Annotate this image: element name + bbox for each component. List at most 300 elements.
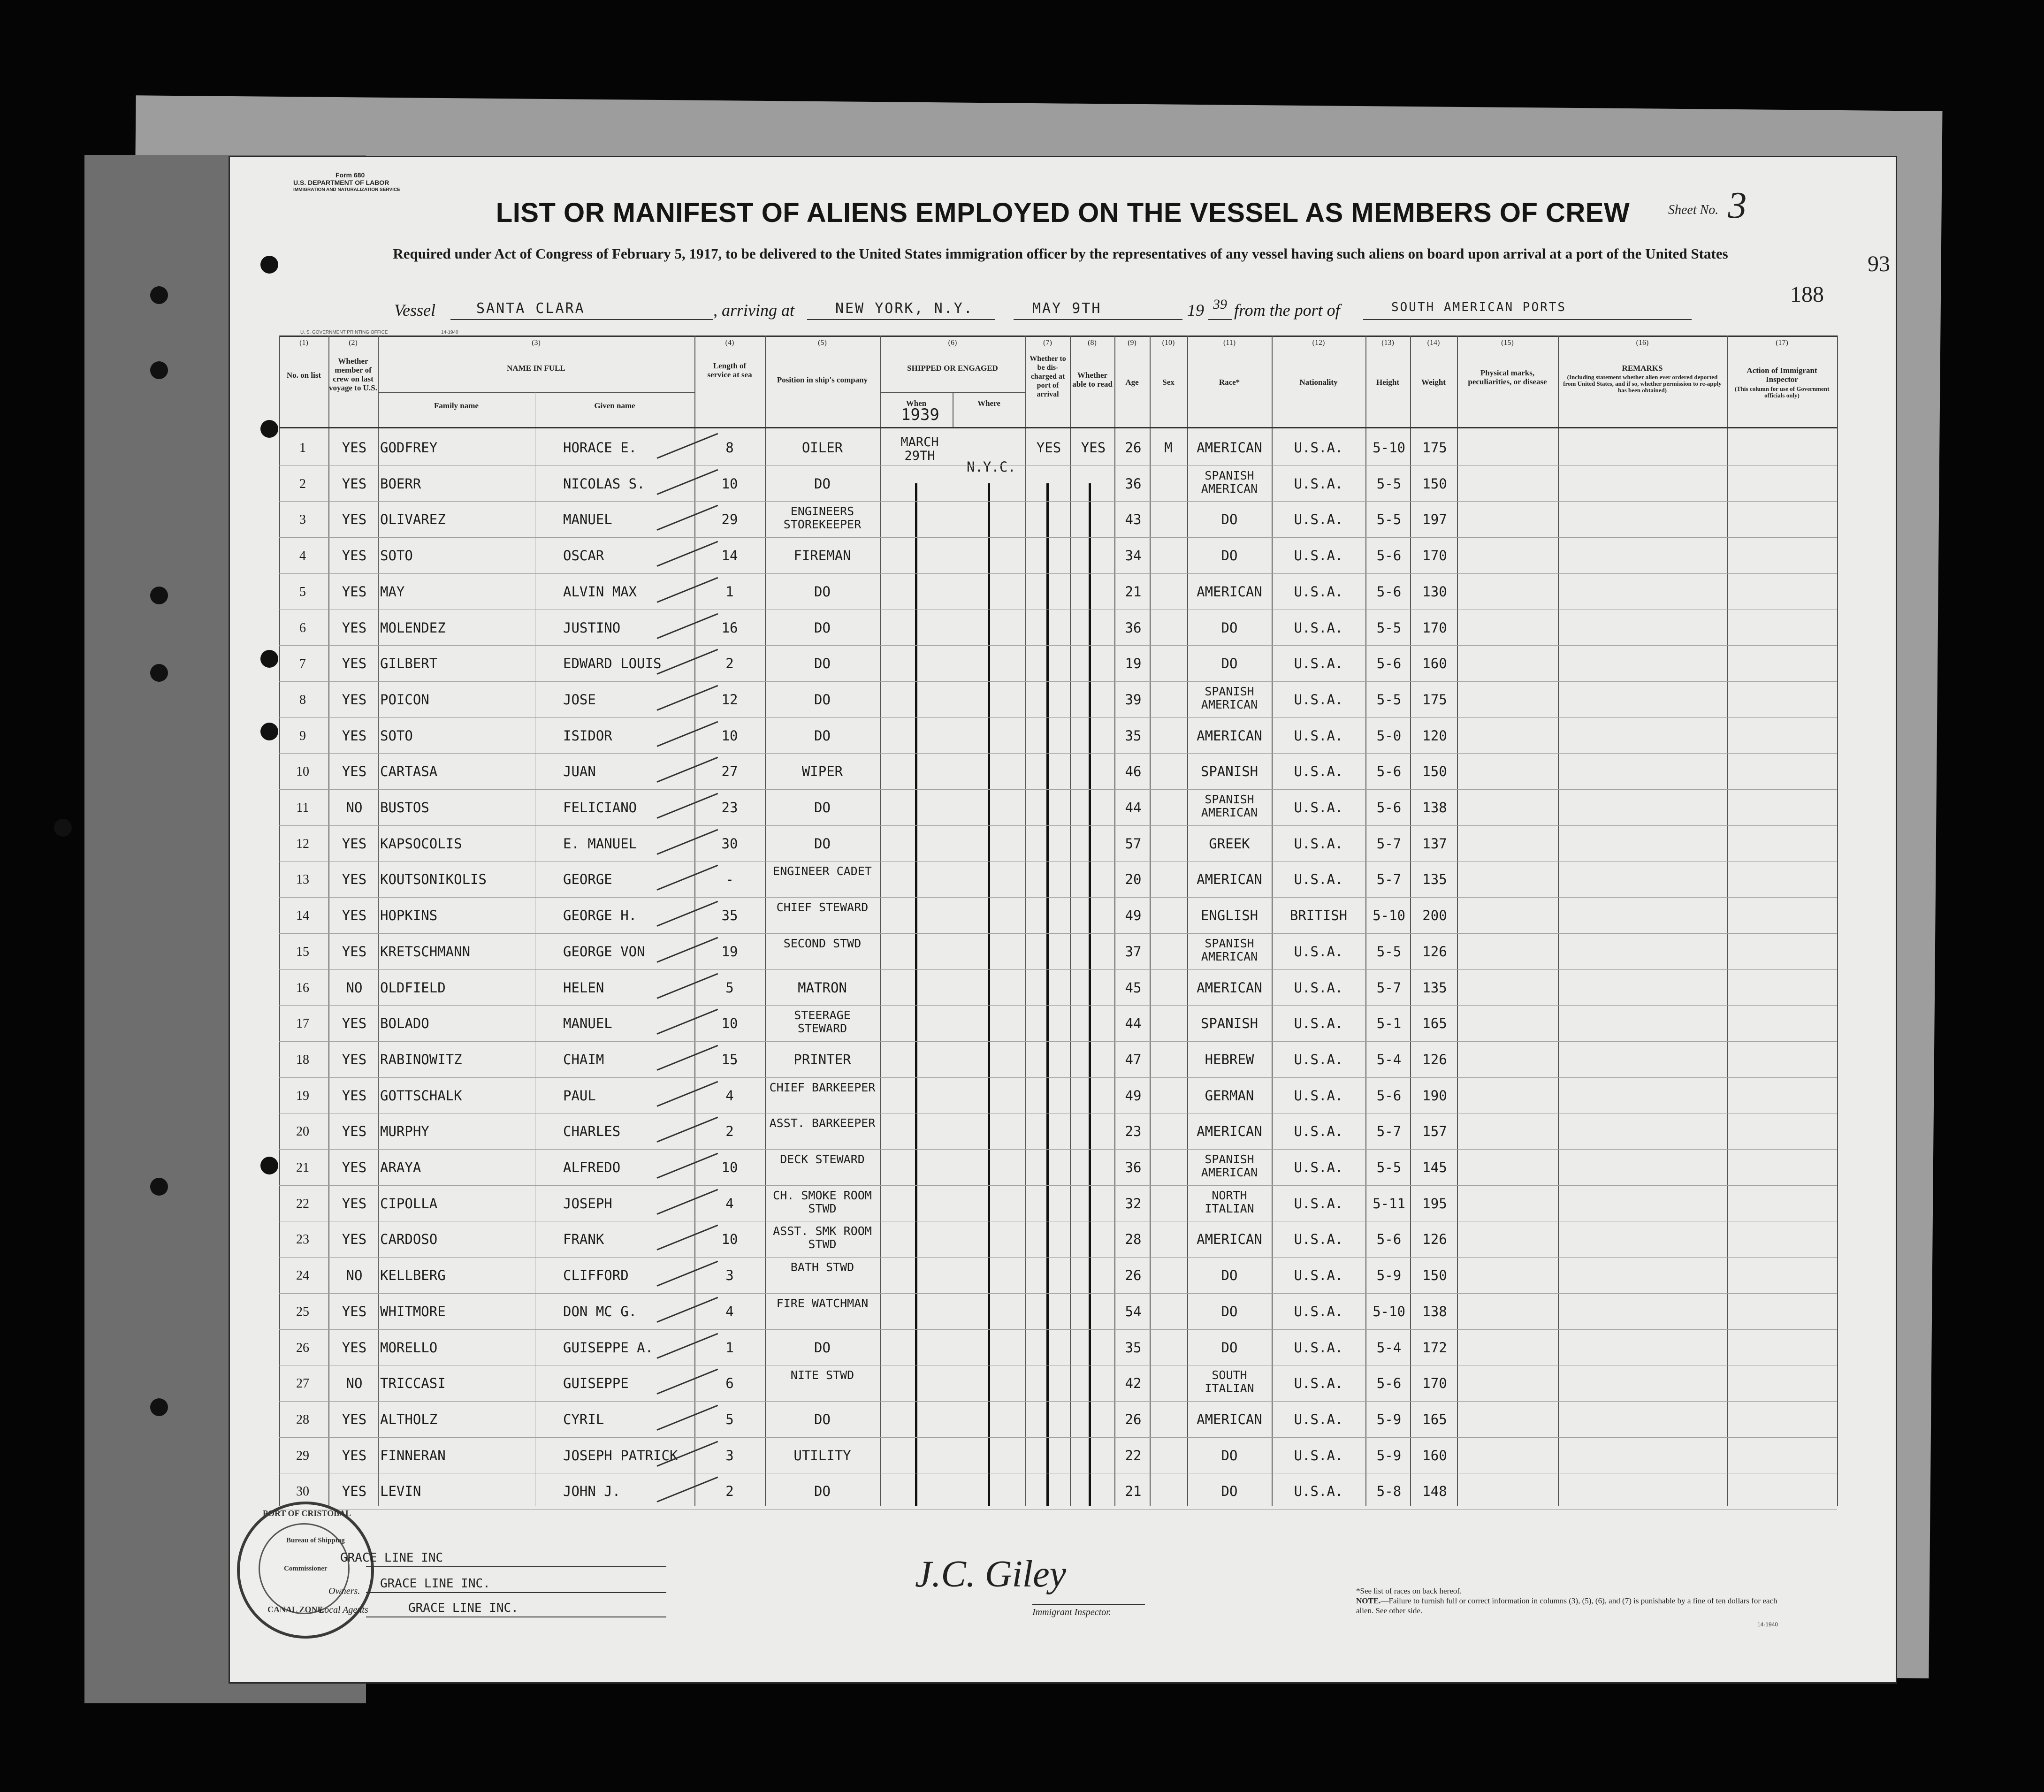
col-header-where: Where [977, 399, 1000, 408]
cell-given: OSCAR [563, 548, 604, 564]
cell-service: 3 [725, 1447, 734, 1464]
cell-no: 18 [296, 1052, 309, 1067]
cell-family: FINNERAN [380, 1447, 446, 1464]
cell-service: 10 [721, 1231, 738, 1248]
col-header-when: When [906, 399, 927, 408]
cell-weight: 190 [1422, 1087, 1447, 1104]
cell-position: ENGINEERS STOREKEEPER [783, 504, 862, 532]
cell-weight: 165 [1422, 1015, 1447, 1032]
cell-height: 5-4 [1376, 1339, 1402, 1356]
vessel-name: SANTA CLARA [476, 300, 585, 317]
agents-label: Local Agents [319, 1605, 368, 1615]
cell-last: YES [342, 1159, 367, 1175]
cell-nationality: U.S.A. [1294, 1267, 1343, 1284]
cell-no: 4 [299, 549, 306, 564]
col-header-family-name: Family name [434, 401, 479, 410]
punch-hole [150, 1178, 168, 1196]
cell-age: 21 [1125, 1483, 1142, 1500]
cell-age: 32 [1125, 1195, 1142, 1212]
table-top-border [279, 336, 1837, 337]
cell-given: CYRIL [563, 1411, 604, 1427]
cell-no: 17 [296, 1016, 309, 1031]
cell-height: 5-5 [1376, 943, 1402, 960]
cell-given: JUAN [563, 763, 596, 780]
cell-last: YES [342, 1483, 367, 1500]
col-header-given-name: Given name [594, 401, 635, 410]
cell-no: 13 [296, 872, 309, 887]
cell-height: 5-5 [1376, 511, 1402, 528]
cell-sex: M [1164, 440, 1173, 456]
cell-no: 27 [296, 1376, 309, 1391]
shipped-year: 1939 [901, 405, 939, 424]
cell-given: PAUL [563, 1087, 596, 1104]
cell-race: SPANISH AMERICAN [1201, 793, 1258, 819]
cell-last: YES [342, 835, 367, 852]
cell-last: YES [342, 1087, 367, 1104]
cell-family: LEVIN [380, 1483, 421, 1500]
cell-nationality: U.S.A. [1294, 1159, 1343, 1175]
cell-given: GUISEPPE A. [563, 1339, 654, 1356]
cell-last: YES [342, 619, 367, 636]
cell-nationality: BRITISH [1289, 907, 1348, 924]
ditto-line [988, 483, 990, 1506]
cell-service: 30 [721, 835, 738, 852]
cell-no: 6 [299, 620, 306, 635]
cell-last: YES [342, 1051, 367, 1068]
cell-service: 15 [721, 1051, 738, 1068]
cell-family: HOPKINS [380, 907, 438, 924]
seal-text: PORT OF CRISTOBAL [263, 1509, 351, 1518]
cell-race: DO [1221, 548, 1238, 564]
cell-family: MAY [380, 583, 405, 600]
page-number: 188 [1790, 282, 1824, 307]
punch-hole [260, 256, 278, 274]
ditto-line [1046, 483, 1049, 1506]
form-code: 14-1940 [1757, 1621, 1778, 1628]
cell-age: 36 [1125, 619, 1142, 636]
footer-note: *See list of races on back hereof. NOTE.—Failure to furnish full or correct information in columns (3), (5), (6), and (7) is punishable by a fine of ten dollars for each alien. See other side. [1356, 1586, 1777, 1615]
cell-position: OILER [801, 440, 843, 456]
cell-position: DO [814, 1411, 831, 1427]
cell-position: FIRE WATCHMAN [776, 1296, 869, 1310]
cell-family: KOUTSONIKOLIS [380, 871, 487, 888]
cell-no: 1 [299, 441, 306, 455]
col-5-number: (5) [818, 339, 827, 347]
cell-no: 15 [296, 944, 309, 959]
cell-position: NITE STWD [790, 1368, 854, 1382]
cell-position: DO [814, 656, 831, 672]
cell-weight: 126 [1422, 943, 1447, 960]
cell-position: CHIEF BARKEEPER [769, 1080, 876, 1094]
owners-label: Owners. [328, 1586, 360, 1596]
cell-position: DO [814, 619, 831, 636]
cell-age: 21 [1125, 583, 1142, 600]
cell-family: ARAYA [380, 1159, 421, 1175]
cell-family: BOLADO [380, 1015, 429, 1032]
cell-no: 26 [296, 1340, 309, 1355]
cell-age: 49 [1125, 1087, 1142, 1104]
cell-service: 10 [721, 727, 738, 744]
sheet-number: Sheet No. 3 [1668, 185, 1747, 226]
cell-race: AMERICAN [1197, 1411, 1262, 1427]
col-8-number: (8) [1088, 339, 1097, 347]
cell-race: SPANISH AMERICAN [1201, 1152, 1258, 1179]
punch-hole [150, 664, 168, 682]
cell-position: DO [814, 475, 831, 492]
owner-line-1: GRACE LINE INC [340, 1551, 443, 1565]
cell-no: 12 [296, 836, 309, 851]
cell-service: 10 [721, 1159, 738, 1175]
cell-family: WHITMORE [380, 1303, 446, 1319]
cell-given: DON MC G. [563, 1303, 637, 1319]
cell-race: SOUTH ITALIAN [1205, 1368, 1254, 1395]
cell-last: YES [342, 511, 367, 528]
cell-nationality: U.S.A. [1294, 835, 1343, 852]
cell-service: 14 [721, 548, 738, 564]
col-header-race: Race* [1219, 378, 1240, 387]
cell-service: 23 [721, 800, 738, 816]
cell-nationality: U.S.A. [1294, 763, 1343, 780]
cell-weight: 150 [1422, 1267, 1447, 1284]
cell-last: YES [342, 1411, 367, 1427]
cell-age: 26 [1125, 1411, 1142, 1427]
arrival-date: MAY 9TH [1032, 300, 1102, 317]
cell-race: NORTH ITALIAN [1205, 1188, 1254, 1215]
punch-hole [260, 650, 278, 668]
cell-family: SOTO [380, 548, 413, 564]
cell-given: CHAIM [563, 1051, 604, 1068]
arriving-label: , arriving at [713, 301, 795, 320]
cell-height: 5-5 [1376, 475, 1402, 492]
col-header-shipped: SHIPPED OR ENGAGED [907, 364, 998, 373]
year-prefix: 19 [1187, 301, 1204, 320]
col-header-remarks-note: (Including statement whether alien ever ordered deported from United States, and if so, whether permission to re-apply has been obtained) [1563, 374, 1722, 394]
cell-weight: 150 [1422, 763, 1447, 780]
cell-nationality: U.S.A. [1294, 800, 1343, 816]
cell-service: 1 [725, 583, 734, 600]
cell-race: HEBREW [1205, 1051, 1254, 1068]
cell-weight: 138 [1422, 1303, 1447, 1319]
cell-no: 19 [296, 1088, 309, 1103]
cell-age: 45 [1125, 979, 1142, 996]
cell-age: 44 [1125, 800, 1142, 816]
cell-given: ISIDOR [563, 727, 612, 744]
cell-service: 5 [725, 1411, 734, 1427]
col-header-discharged: Whether to be dis-charged at port of arrival [1030, 355, 1066, 398]
cell-given: CHARLES [563, 1123, 621, 1140]
cell-race: DO [1221, 656, 1238, 672]
cell-nationality: U.S.A. [1294, 1447, 1343, 1464]
cell-position: PRINTER [793, 1051, 851, 1068]
cell-nationality: U.S.A. [1294, 943, 1343, 960]
cell-race: DO [1221, 1267, 1238, 1284]
cell-no: 29 [296, 1448, 309, 1463]
cell-given: E. MANUEL [563, 835, 637, 852]
cell-height: 5-11 [1373, 1195, 1405, 1212]
cell-race: DO [1221, 511, 1238, 528]
cell-age: 44 [1125, 1015, 1142, 1032]
cell-height: 5-9 [1376, 1447, 1402, 1464]
cell-family: CIPOLLA [380, 1195, 438, 1212]
cell-no: 30 [296, 1484, 309, 1499]
cell-last: YES [342, 763, 367, 780]
cell-height: 5-4 [1376, 1051, 1402, 1068]
cell-position: DO [814, 583, 831, 600]
seal-text: CANAL ZONE [267, 1605, 323, 1614]
cell-family: ALTHOLZ [380, 1411, 438, 1427]
cell-age: 35 [1125, 1339, 1142, 1356]
cell-weight: 157 [1422, 1123, 1447, 1140]
cell-age: 26 [1125, 1267, 1142, 1284]
cell-nationality: U.S.A. [1294, 1303, 1343, 1319]
cell-position: DO [814, 800, 831, 816]
cell-given: MANUEL [563, 511, 612, 528]
col-header-no: No. on list [286, 371, 321, 380]
col-header-service: Length of service at sea [707, 361, 752, 379]
cell-age: 39 [1125, 691, 1142, 708]
cell-nationality: U.S.A. [1294, 1087, 1343, 1104]
cell-last: YES [342, 1015, 367, 1032]
cell-position: DO [814, 835, 831, 852]
cell-age: 23 [1125, 1123, 1142, 1140]
cell-service: 10 [721, 475, 738, 492]
cell-family: POICON [380, 691, 429, 708]
cell-last: YES [342, 475, 367, 492]
cell-weight: 170 [1422, 1375, 1447, 1392]
cell-service: 6 [725, 1375, 734, 1392]
cell-family: OLDFIELD [380, 979, 446, 996]
punch-hole [260, 723, 278, 740]
col-4-number: (4) [725, 339, 734, 347]
cell-position: ENGINEER CADET [773, 864, 872, 878]
cell-last: YES [342, 440, 367, 456]
cell-weight: 120 [1422, 727, 1447, 744]
inspector-signature: J.C. Giley [915, 1554, 1067, 1595]
printing-office: U. S. GOVERNMENT PRINTING OFFICE [300, 330, 388, 335]
cell-nationality: U.S.A. [1294, 871, 1343, 888]
arrival-port: NEW YORK, N.Y. [835, 300, 974, 317]
cell-weight: 170 [1422, 548, 1447, 564]
cell-no: 14 [296, 908, 309, 923]
cell-age: 35 [1125, 727, 1142, 744]
col-header-age: Age [1125, 378, 1139, 387]
cell-age: 26 [1125, 440, 1142, 456]
cell-no: 3 [299, 512, 306, 527]
cell-given: GEORGE H. [563, 907, 637, 924]
cell-given: HORACE E. [563, 440, 637, 456]
cell-age: 46 [1125, 763, 1142, 780]
cell-position: MATRON [798, 979, 847, 996]
cell-service: 29 [721, 511, 738, 528]
cell-position: CH. SMOKE ROOM STWD [773, 1188, 872, 1215]
cell-no: 2 [299, 476, 306, 491]
cell-family: BUSTOS [380, 800, 429, 816]
cell-height: 5-5 [1376, 619, 1402, 636]
owner-line-3: GRACE LINE INC. [408, 1601, 519, 1615]
col-3-number: (3) [532, 339, 541, 347]
cell-race: DO [1221, 1339, 1238, 1356]
cell-family: KAPSOCOLIS [380, 835, 462, 852]
cell-age: 43 [1125, 511, 1142, 528]
cell-given: GUISEPPE [563, 1375, 629, 1392]
col-header-name: NAME IN FULL [507, 364, 565, 373]
cell-last: NO [346, 1375, 363, 1392]
cell-weight: 126 [1422, 1051, 1447, 1068]
col-15-number: (15) [1501, 339, 1514, 347]
cell-position: DO [814, 1483, 831, 1500]
cell-given: JUSTINO [563, 619, 621, 636]
cell-height: 5-6 [1376, 1087, 1402, 1104]
cell-nationality: U.S.A. [1294, 691, 1343, 708]
cell-age: 42 [1125, 1375, 1142, 1392]
cell-family: SOTO [380, 727, 413, 744]
cell-family: OLIVAREZ [380, 511, 446, 528]
cell-race: SPANISH AMERICAN [1201, 684, 1258, 711]
page-subtitle: Required under Act of Congress of February 5, 1917, to be delivered to the United States immigration officer by the representatives of any vessel having such aliens on board upon arrival at a port of the United States [393, 245, 1728, 262]
cell-service: 5 [725, 979, 734, 996]
col-17-number: (17) [1776, 339, 1788, 347]
col-6-number: (6) [948, 339, 957, 347]
cell-no: 28 [296, 1412, 309, 1427]
cell-height: 5-7 [1376, 835, 1402, 852]
seal-text: Commissioner [284, 1565, 328, 1572]
cell-service: 2 [725, 1123, 734, 1140]
cell-nationality: U.S.A. [1294, 656, 1343, 672]
cell-age: 37 [1125, 943, 1142, 960]
cell-nationality: U.S.A. [1294, 979, 1343, 996]
cell-family: GODFREY [380, 440, 438, 456]
edge-number: 93 [1868, 252, 1890, 276]
cell-height: 5-5 [1376, 1159, 1402, 1175]
cell-race: SPANISH AMERICAN [1201, 468, 1258, 496]
cell-last: YES [342, 1123, 367, 1140]
cell-weight: 150 [1422, 475, 1447, 492]
ditto-line [915, 483, 917, 1506]
cell-position: STEERAGE STEWARD [794, 1008, 851, 1036]
cell-race: SPANISH AMERICAN [1201, 936, 1258, 963]
cell-height: 5-10 [1373, 907, 1405, 924]
cell-no: 11 [296, 801, 309, 815]
owner-line-2: GRACE LINE INC. [380, 1577, 490, 1591]
col-14-number: (14) [1427, 339, 1440, 347]
cell-family: KRETSCHMANN [380, 943, 471, 960]
col-header-action-note: (This column for use of Government officials only) [1734, 385, 1830, 399]
cell-given: FRANK [563, 1231, 604, 1248]
cell-height: 5-7 [1376, 871, 1402, 888]
cell-last: YES [342, 1339, 367, 1356]
cell-position: SECOND STWD [783, 936, 862, 950]
col-header-height: Height [1376, 378, 1400, 387]
from-port-label: from the port of [1234, 301, 1340, 320]
cell-service: 27 [721, 763, 738, 780]
cell-last: YES [342, 907, 367, 924]
col-13-number: (13) [1381, 339, 1394, 347]
cell-race: AMERICAN [1197, 583, 1262, 600]
col-header-physical-marks: Physical marks, peculiarities, or disease [1468, 368, 1547, 386]
cell-age: 34 [1125, 548, 1142, 564]
col-header-last-voyage: Whether member of crew on last voyage to U.S. [329, 357, 377, 392]
cell-last: YES [342, 656, 367, 672]
cell-race: AMERICAN [1197, 1231, 1262, 1248]
cell-family: GILBERT [380, 656, 438, 672]
cell-service: 4 [725, 1087, 734, 1104]
cell-service: 2 [725, 1483, 734, 1500]
cell-last: YES [342, 871, 367, 888]
cell-height: 5-6 [1376, 583, 1402, 600]
cell-race: AMERICAN [1197, 727, 1262, 744]
cell-no: 21 [296, 1160, 309, 1175]
cell-height: 5-6 [1376, 1375, 1402, 1392]
cell-height: 5-8 [1376, 1483, 1402, 1500]
year-suffix: 39 [1213, 297, 1227, 312]
from-port: SOUTH AMERICAN PORTS [1391, 300, 1567, 314]
cell-position: ASST. BARKEEPER [769, 1116, 876, 1130]
cell-height: 5-0 [1376, 727, 1402, 744]
cell-age: 47 [1125, 1051, 1142, 1068]
cell-weight: 175 [1422, 440, 1447, 456]
cell-no: 10 [296, 764, 309, 779]
cell-race: GREEK [1209, 835, 1250, 852]
cell-given: MANUEL [563, 1015, 612, 1032]
cell-nationality: U.S.A. [1294, 619, 1343, 636]
cell-age: 57 [1125, 835, 1142, 852]
cell-weight: 160 [1422, 1447, 1447, 1464]
cell-no: 20 [296, 1124, 309, 1139]
cell-weight: 195 [1422, 1195, 1447, 1212]
col-header-action: Action of Immigrant Inspector [1747, 366, 1817, 384]
cell-no: 24 [296, 1268, 309, 1283]
cell-service: 4 [725, 1303, 734, 1319]
cell-nationality: U.S.A. [1294, 475, 1343, 492]
cell-race: DO [1221, 619, 1238, 636]
cell-race: DO [1221, 1303, 1238, 1319]
cell-height: 5-6 [1376, 800, 1402, 816]
cell-given: GEORGE VON [563, 943, 645, 960]
cell-no: 5 [299, 584, 306, 599]
cell-height: 5-9 [1376, 1411, 1402, 1427]
cell-no: 22 [296, 1196, 309, 1211]
cell-family: GOTTSCHALK [380, 1087, 462, 1104]
inspector-label: Immigrant Inspector. [1032, 1607, 1111, 1617]
cell-family: RABINOWITZ [380, 1051, 462, 1068]
cell-weight: 126 [1422, 1231, 1447, 1248]
cell-family: CARTASA [380, 763, 438, 780]
cell-height: 5-6 [1376, 656, 1402, 672]
seal-text: Bureau of Shipping [286, 1537, 345, 1544]
cell-position: DECK STEWARD [780, 1152, 865, 1166]
cell-service: 19 [721, 943, 738, 960]
cell-last: YES [342, 1195, 367, 1212]
shipped-where: N.Y.C. [967, 459, 1016, 475]
cell-weight: 135 [1422, 979, 1447, 996]
cell-weight: 130 [1422, 583, 1447, 600]
cell-weight: 197 [1422, 511, 1447, 528]
cell-given: CLIFFORD [563, 1267, 629, 1284]
cell-position: FIREMAN [793, 548, 851, 564]
cell-last: YES [342, 727, 367, 744]
cell-nationality: U.S.A. [1294, 511, 1343, 528]
cell-race: DO [1221, 1447, 1238, 1464]
cell-discharged: YES [1036, 440, 1061, 456]
col-header-remarks: REMARKS [1622, 364, 1663, 373]
cell-family: BOERR [380, 475, 421, 492]
col-10-number: (10) [1162, 339, 1175, 347]
col-header-position: Position in ship's company [777, 375, 868, 384]
cell-race: ENGLISH [1200, 907, 1258, 924]
col-12-number: (12) [1312, 339, 1325, 347]
cell-nationality: U.S.A. [1294, 1411, 1343, 1427]
cell-service: 35 [721, 907, 738, 924]
